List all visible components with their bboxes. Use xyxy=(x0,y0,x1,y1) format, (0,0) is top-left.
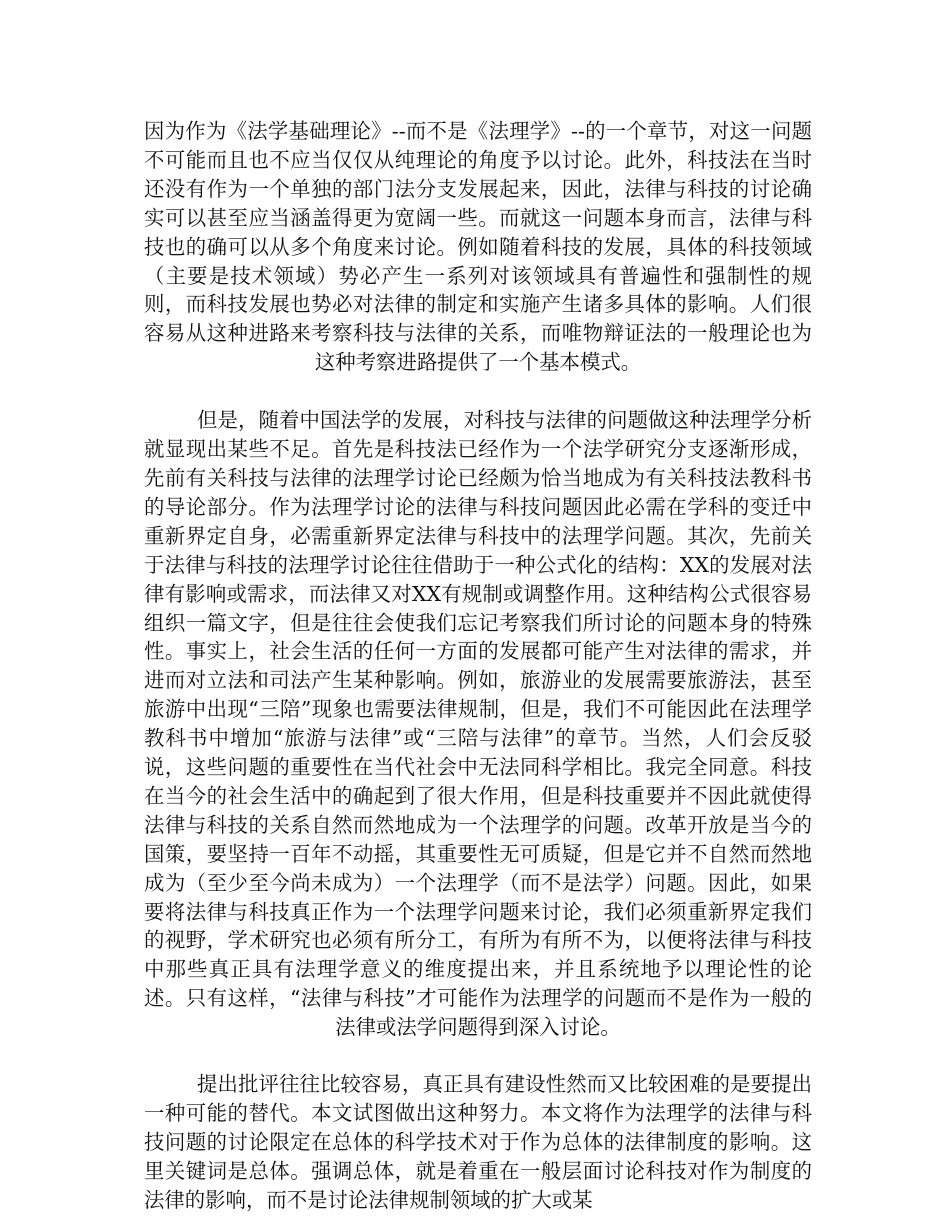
paragraph-3: 提出批评往往比较容易，真正具有建设性然而又比较困难的是要提出一种可能的替代。本文试图做出这种努力。本文将作为法理学的法律与科技问题的讨论限定在总体的科学技术对于作为总体的法律制度的影响。这里关键词是总体。强调总体，就是着重在一般层面讨论科技对作为制度的法律的影响，而不是讨论法律规制领域的扩大或某 xyxy=(144,1072,812,1212)
document-page xyxy=(144,117,812,1215)
paragraph-2: 但是，随着中国法学的发展，对科技与法律的问题做这种法理学分析就显现出某些不足。首先是科技法已经作为一个法学研究分支逐渐形成，先前有关科技与法律的法理学讨论已经颇为恰当地成为有关科技法教科书的导论部分。作为法理学讨论的法律与科技问题因此必需在学科的变迁中重新界定自身，必需重新界定法律与科技中的法理学问题。其次，先前关于法律与科技的法理学讨论往往借助于一种公式化的结构：XX的发展对法律有影响或需求，而法律又对XX有规制或调整作用。这种结构公式很容易组织一篇文字，但是往往会使我们忘记考察我们所讨论的问题本身的特殊性。事实上，社会生活的任何一方面的发展都可能产生对法律的需求，并进而对立法和司法产生某种影响。例如，旅游业的发展需要旅游法，甚至旅游中出现“三陪”现象也需要法律规制，但是，我们不可能因此在法理学教科书中增加“旅游与法律”或“三陪与法律”的章节。当然，人们会反驳说，这些问题的重要性在当代社会中无法同科学相比。我完全同意。科技在当今的社会生活中的确起到了很大作用，但是科技重要并不因此就使得法律与科技的关系自然而然地成为一个法理学的问题。改革开放是当今的国策，要坚持一百年不动摇，其重要性无可质疑，但是它并不自然而然地成为（至少至今尚未成为）一个法理学（而不是法学）问题。因此，如果要将法律与科技真正作为一个法理学问题来讨论，我们必须重新界定我们的视野，学术研究也必须有所分工，有所为有所不为，以便将法律与科技中那些真正具有法理学意义的维度提出来，并且系统地予以理论性的论述。只有这样，“法律与科技”才可能作为法理学的问题而不是作为一般的法律或法学问题得到深入讨论。 xyxy=(144,408,812,1040)
paragraph-1: 因为作为《法学基础理论》--而不是《法理学》--的一个章节，对这一问题不可能而且也不应当仅仅从纯理论的角度予以讨论。此外，科技法在当时还没有作为一个单独的部门法分支发展起来，因此，法律与科技的讨论确实可以甚至应当涵盖得更为宽阔一些。而就这一问题本身而言，法律与科技也的确可以从多个角度来讨论。例如随着科技的发展，具体的科技领域（主要是技术领域）势必产生一系列对该领域具有普遍性和强制性的规则，而科技发展也势必对法律的制定和实施产生诸多具体的影响。人们很容易从这种进路来考察科技与法律的关系，而唯物辩证法的一般理论也为这种考察进路提供了一个基本模式。 xyxy=(144,119,812,375)
